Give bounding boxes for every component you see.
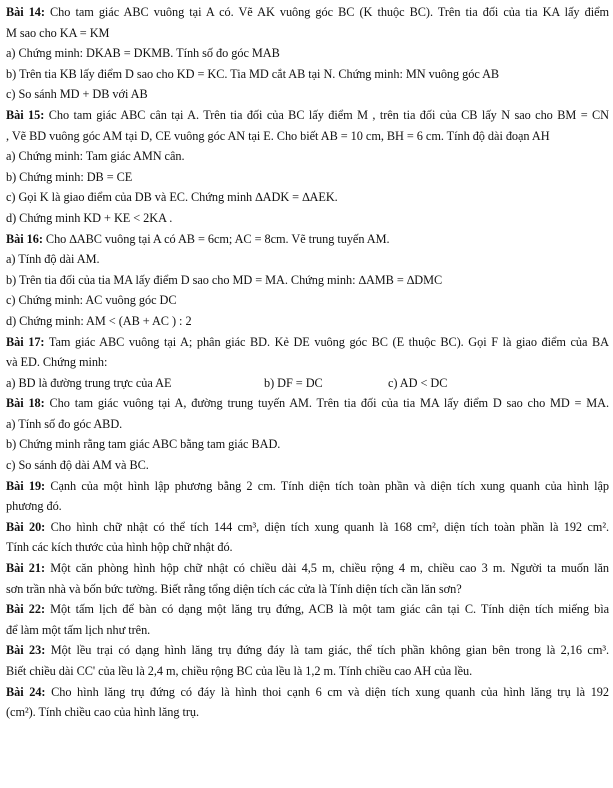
text-line [6,579,609,600]
exercise-heading-line [6,640,609,661]
exercise-label: Bài 18: [6,396,45,411]
answer-option: b) DF = DC [264,375,323,390]
line-text: để làm một tấm lịch như trên. [6,622,151,637]
line-text: Biết chiều dài CC' của lều là 2,4 m, chiều rộng BC của lều là 1,2 m. Tính chiều cao AH của lều. [6,664,473,678]
exercise-heading-line [6,393,609,414]
line-text: phương đó. [6,499,62,514]
text-line [6,455,609,476]
line-text: b) Trên tia đối của tia MA lấy điểm D sao cho MD = MA. Chứng minh: ∆AMB = ∆DMC [6,272,443,287]
text-line [6,249,609,270]
line-text: c) Gọi K là giao điểm của DB và EC. Chứng minh ∆ADK = ∆AEK. [6,190,338,205]
exercise-heading-line [6,2,609,23]
text-line [6,64,609,85]
line-text: Cho tam giác ABC cân tại A. Trên tia đối của BC lấy điểm M , trên tia đối của CB lấy N sao cho BM = CN [44,107,610,122]
line-text: Một căn phòng hình hộp chữ nhật có chiều dài 4,5 m, chiều rộng 4 m, chiều cao 3 m. Người ta muốn lăn [45,561,609,576]
text-line [6,537,609,558]
exercise-label: Bài 14: [6,5,45,19]
text-line [6,84,609,105]
exercise-heading-line [6,682,609,703]
line-text: Cho tam giác ABC vuông tại A có. Vẽ AK vuông góc BC (K thuộc BC). Trên tia đối của tia KA lấy điểm [44,5,610,19]
text-line [6,620,609,641]
text-line [6,43,609,64]
exercise-label: Bài 24: [6,684,46,699]
text-line [6,352,609,373]
line-text: b) Chứng minh rằng tam giác ABC bằng tam giác BAD. [6,437,281,452]
text-line [6,187,609,208]
exercise-label: Bài 20: [6,519,46,534]
exercise-heading-line [6,599,609,620]
line-text: sơn trần nhà và bốn bức tường. Biết rằng tổng diện tích các cửa là Tính diện tích cần lăn sơn? [6,581,462,596]
line-text: Cho tam giác vuông tại A, đường trung tuyến AM. Trên tia đối của tia MA lấy điểm D sao cho MD = MA. [44,396,609,411]
line-text: Một tấm lịch để bàn có dạng một lăng trụ đứng, ACB là một tam giác cân tại C. Tính diện tích miếng bìa [45,602,610,617]
answer-option: a) BD là đường trung trực của AE [6,375,172,390]
line-text: Một lều trại có dạng hình lăng trụ đứng đáy là tam giác, thể tích phần không gian bên trong là 2,16 cm³. [45,643,609,658]
line-text: M sao cho KA = KM [6,25,110,40]
text-line [6,373,609,394]
text-line [6,23,609,44]
line-text: c) So sánh độ dài AM và BC. [6,458,149,473]
text-line [6,414,609,435]
exercise-label: Bài 16: [6,231,43,246]
text-line [6,126,609,147]
text-line [6,270,609,291]
exercise-label: Bài 22: [6,602,45,617]
text-line [6,702,609,723]
line-text: a) Tính độ dài AM. [6,252,100,267]
exercise-heading-line [6,332,609,353]
exercise-label: Bài 23: [6,643,46,658]
line-text: Cho ∆ABC vuông tại A có AB = 6cm; AC = 8cm. Vẽ trung tuyến AM. [42,231,390,246]
exercise-heading-line [6,229,609,250]
answer-option: c) AD < DC [388,375,448,390]
exercise-heading-line [6,558,609,579]
exercise-label: Bài 17: [6,334,45,349]
text-line [6,290,609,311]
line-text: b) Chứng minh: DB = CE [6,169,133,184]
line-text: Cạnh của một hình lập phương bằng 2 cm. Tính diện tích toàn phần và diện tích xung quanh của hình lập [45,478,609,493]
line-text: và ED. Chứng minh: [6,355,108,370]
text-line [6,146,609,167]
text-line [6,496,609,517]
line-text: a) Chứng minh: DKAB = DKMB. Tính số đo góc MAB [6,46,280,61]
text-line [6,208,609,229]
line-text: (cm²). Tính chiều cao của hình lăng trụ. [6,705,200,720]
line-text: Tam giác ABC vuông tại A; phân giác BD. Kẻ DE vuông góc BC (E thuộc BC). Gọi F là giao điểm của BA [44,334,609,349]
exercise-heading-line [6,517,609,538]
line-text: Tính các kích thước của hình hộp chữ nhật đó. [6,540,233,555]
line-text: d) Chứng minh: AM < (AB + AC ) : 2 [6,313,192,328]
line-text: c) So sánh MD + DB với AB [6,87,148,102]
exercise-label: Bài 21: [6,561,46,576]
text-line [6,311,609,332]
text-line [6,167,609,188]
exercise-heading-line [6,105,609,126]
line-text: a) Chứng minh: Tam giác AMN cân. [6,149,185,164]
line-text: b) Trên tia KB lấy điểm D sao cho KD = KC. Tia MD cắt AB tại N. Chứng minh: MN vuông góc AB [6,66,500,81]
exercise-label: Bài 15: [6,107,45,122]
line-text: d) Chứng minh KD + KE < 2KA . [6,210,173,225]
exercise-label: Bài 19: [6,478,46,493]
line-text: , Vẽ BD vuông góc AM tại D, CE vuông góc AN tại E. Cho biết AB = 10 cm, BH = 6 cm. Tính độ dài đoạn AH [6,128,550,143]
line-text: a) Tính số đo góc ABD. [6,416,123,431]
exercise-heading-line [6,476,609,497]
line-text: Cho hình chữ nhật có thể tích 144 cm³, diện tích xung quanh là 168 cm², diện tích toàn phần là 192 cm². [45,519,609,534]
text-line [6,434,609,455]
line-text: c) Chứng minh: AC vuông góc DC [6,293,177,308]
text-line [6,661,609,682]
line-text: Cho hình lăng trụ đứng có đáy là hình thoi cạnh 6 cm và diện tích xung quanh của hình lăng trụ là 192 [45,684,609,699]
